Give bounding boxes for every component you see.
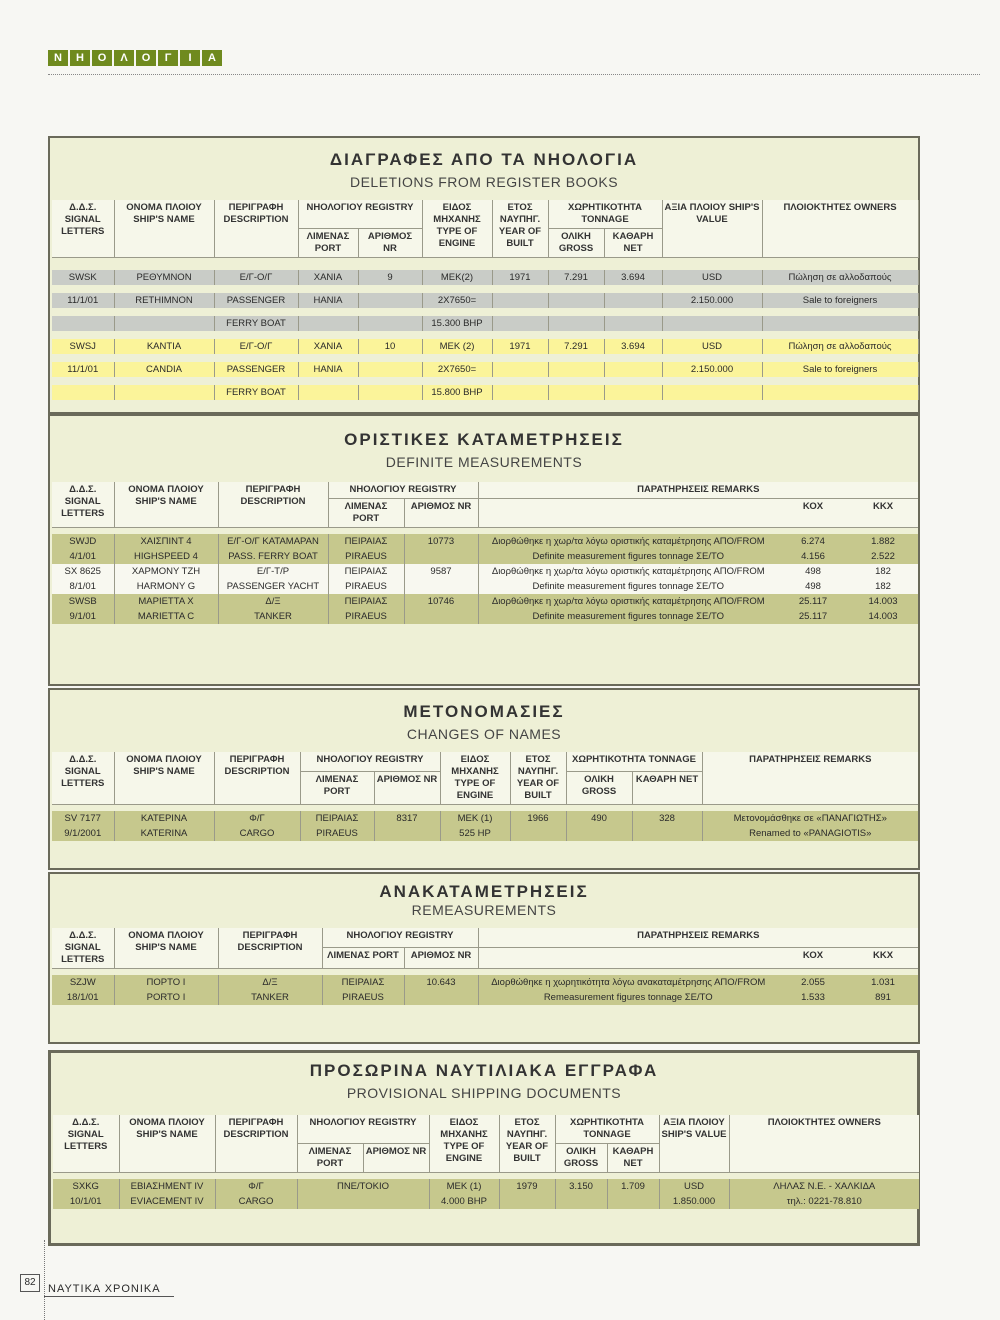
table-row: SWSB ΜΑΡΙΕΤΤΑ Χ Δ/Ξ ΠΕΙΡΑΙΑΣ 10746 Διορθώθηκε η χωρ/τα λόγω οριστικής καταμέτρησης ΑΠΟ/FROM 25.117 14.003 xyxy=(52,594,918,609)
col-kkx: ΚΚΧ xyxy=(848,948,918,969)
col-port: ΛΙΜΕΝΑΣ PORT xyxy=(300,771,374,804)
table-row: 4/1/01 HIGHSPEED 4 PASS. FERRY BOAT PIRAEUS Definite measurement figures tonnage ΣΕ/ΤΟ 4.156 2.522 xyxy=(52,549,918,564)
col-value: ΑΞΙΑ ΠΛΟΙΟΥ SHIP'S VALUE xyxy=(659,1115,729,1173)
col-signal: Δ.Δ.Σ. SIGNAL LETTERS xyxy=(52,482,114,528)
table-row: SX 8625 ΧΑΡΜΟΝΥ ΤΖΗ Ε/Γ-Τ/Ρ ΠΕΙΡΑΙΑΣ 9587 Διορθώθηκε η χωρ/τα λόγω οριστικής καταμέτρησης ΑΠΟ/FROM 498 182 xyxy=(52,564,918,579)
col-name: ΟΝΟΜΑ ΠΛΟΙΟΥ SHIP'S NAME xyxy=(114,200,214,258)
col-signal: Δ.Δ.Σ. SIGNAL LETTERS xyxy=(52,928,114,969)
provisional-title-en: PROVISIONAL SHIPPING DOCUMENTS xyxy=(346,1085,622,1101)
table-row: 9/1/01 MARIETTA C TANKER PIRAEUS Definite measurement figures tonnage ΣΕ/ΤΟ 25.117 14.003 xyxy=(52,609,918,624)
col-remarks: ΠΑΡΑΤΗΡΗΣΕΙΣ REMARKS xyxy=(478,482,918,499)
col-name: ΟΝΟΜΑ ΠΛΟΙΟΥ SHIP'S NAME xyxy=(114,928,218,969)
col-remarks: ΠΑΡΑΤΗΡΗΣΕΙΣ REMARKS xyxy=(478,928,918,948)
table-row: 11/1/01 RETHIMNON PASSENGER HANIA 2X7650= 2.150.000 Sale to foreigners xyxy=(52,293,918,308)
table-row: 8/1/01 HARMONY G PASSENGER YACHT PIRAEUS Definite measurement figures tonnage ΣΕ/ΤΟ 498 182 xyxy=(52,579,918,594)
col-value: ΑΞΙΑ ΠΛΟΙΟΥ SHIP'S VALUE xyxy=(662,200,762,258)
col-registry: ΝΗΟΛΟΓΙΟΥ REGISTRY xyxy=(300,752,440,771)
col-remarks: ΠΑΡΑΤΗΡΗΣΕΙΣ REMARKS xyxy=(702,752,918,805)
col-name: ΟΝΟΜΑ ΠΛΟΙΟΥ SHIP'S NAME xyxy=(114,752,214,805)
col-gross: ΟΛΙΚΗ GROSS xyxy=(566,771,632,804)
col-desc: ΠΕΡΙΓΡΑΦΗ DESCRIPTION xyxy=(214,200,298,258)
col-signal: Δ.Δ.Σ. SIGNAL LETTERS xyxy=(52,752,114,805)
col-port: ΛΙΜΕΝΑΣ PORT xyxy=(297,1144,363,1173)
tag-letter: Ο xyxy=(136,50,156,66)
tag-letter: Γ xyxy=(158,50,178,66)
col-name: ΟΝΟΜΑ ΠΛΟΙΟΥ SHIP'S NAME xyxy=(114,482,218,528)
col-engine: ΕΙΔΟΣ ΜΗΧΑΝΗΣ TYPE OF ENGINE xyxy=(429,1115,499,1173)
col-nr: ΑΡΙΘΜΟΣ NR xyxy=(358,229,422,258)
col-built: ΕΤΟΣ ΝΑΥΠΗΓ. YEAR OF BUILT xyxy=(499,1115,555,1173)
table-row: FERRY BOAT 15.800 BHP xyxy=(52,385,918,400)
col-registry: ΝΗΟΛΟΓΙΟΥ REGISTRY xyxy=(297,1115,429,1144)
tag-letter: Ο xyxy=(92,50,112,66)
table-row: 9/1/2001 KATERINA CARGO PIRAEUS 525 HP Renamed to «PANAGIOTIS» xyxy=(52,826,918,841)
names-title-gr: ΜΕΤΟΝΟΜΑΣΙΕΣ xyxy=(403,702,565,721)
names-table xyxy=(52,752,918,841)
col-port: ΛΙΜΕΝΑΣ PORT xyxy=(298,229,358,258)
col-registry: ΝΗΟΛΟΓΙΟΥ REGISTRY xyxy=(322,928,478,948)
tag-letter: Ι xyxy=(180,50,200,66)
col-gross: ΟΛΙΚΗ GROSS xyxy=(548,229,604,258)
tag-letter: Α xyxy=(202,50,222,66)
definite-table xyxy=(52,482,918,624)
col-built: ΕΤΟΣ ΝΑΥΠΗΓ. YEAR OF BUILT xyxy=(510,752,566,805)
provisional-title-gr: ΠΡΟΣΩΡΙΝΑ ΝΑΥΤΙΛΙΑΚΑ ΕΓΓΡΑΦΑ xyxy=(309,1061,659,1080)
col-signal: Δ.Δ.Σ. SIGNAL LETTERS xyxy=(52,200,114,258)
col-kkx: ΚΚΧ xyxy=(848,499,918,528)
section-tag xyxy=(48,50,222,66)
header-divider xyxy=(48,74,980,75)
col-nr: ΑΡΙΘΜΟΣ NR xyxy=(363,1144,429,1173)
col-port: ΛΙΜΕΝΑΣ PORT xyxy=(322,948,404,969)
table-row: FERRY BOAT 15.300 BHP xyxy=(52,316,918,331)
col-tonnage: ΧΩΡΗΤΙΚΟΤΗΤΑ TONNAGE xyxy=(566,752,702,771)
remeasure-table xyxy=(52,928,918,1005)
names-title-en: CHANGES OF NAMES xyxy=(406,726,562,742)
table-row: 18/1/01 PORTO I TANKER PIRAEUS Remeasurement figures tonnage ΣΕ/ΤΟ 1.533 891 xyxy=(52,990,918,1005)
page-number: 82 xyxy=(20,1274,40,1292)
remeasure-title-gr: ΑΝΑΚΑΤΑΜΕΤΡΗΣΕΙΣ xyxy=(379,882,589,901)
col-gross: ΟΛΙΚΗ GROSS xyxy=(555,1144,607,1173)
col-owners: ΠΛΟΙΟΚΤΗΤΕΣ OWNERS xyxy=(729,1115,919,1173)
provisional-panel xyxy=(48,1050,920,1246)
table-row: 11/1/01 CANDIA PASSENGER HANIA 2X7650= 2.150.000 Sale to foreigners xyxy=(52,362,918,377)
deletions-table xyxy=(52,200,919,400)
remeasure-title-en: REMEASUREMENTS xyxy=(411,902,557,918)
col-net: ΚΑΘΑΡΗ NET xyxy=(607,1144,659,1173)
tag-letter: Λ xyxy=(114,50,134,66)
table-row: SV 7177 ΚΑΤΕΡΙΝΑ Φ/Γ ΠΕΙΡΑΙΑΣ 8317 ΜΕΚ (1) 1966 490 328 Μετονομάσθηκε σε «ΠΑΝΑΓΙΩΤΗΣ» xyxy=(52,811,918,826)
deletions-title-gr: ΔΙΑΓΡΑΦΕΣ ΑΠΟ ΤΑ ΝΗΟΛΟΓΙΑ xyxy=(329,150,639,169)
footer-dotted-rule xyxy=(44,1240,45,1320)
col-nr: ΑΡΙΘΜΟΣ NR xyxy=(404,948,478,969)
col-kox: ΚΟΧ xyxy=(778,499,848,528)
table-row: 10/1/01 EVIACEMENT IV CARGO 4.000 BHP 1.850.000 τηλ.: 0221-78.810 xyxy=(53,1194,919,1209)
col-nr: ΑΡΙΘΜΟΣ NR xyxy=(404,499,478,528)
col-name: ΟΝΟΜΑ ΠΛΟΙΟΥ SHIP'S NAME xyxy=(119,1115,215,1173)
col-registry: ΝΗΟΛΟΓΙΟΥ REGISTRY xyxy=(328,482,478,499)
col-signal: Δ.Δ.Σ. SIGNAL LETTERS xyxy=(53,1115,119,1173)
col-kox: ΚΟΧ xyxy=(778,948,848,969)
magazine-name: ΝΑΥΤΙΚΑ ΧΡΟΝΙΚΑ xyxy=(48,1283,161,1295)
table-row: SZJW ΠΟΡΤΟ Ι Δ/Ξ ΠΕΙΡΑΙΑΣ 10.643 Διορθώθηκε η χωρητικότητα λόγω ανακαταμέτρησης ΑΠΟ/FROM 2.055 1.031 xyxy=(52,975,918,990)
col-net: ΚΑΘΑΡΗ NET xyxy=(632,771,702,804)
table-row: SXKG ΕΒΙΑΣΗΜΕΝΤ IV Φ/Γ ΠΝΕ/ΤΟΚΙΟ ΜΕΚ (1) 1979 3.150 1.709 USD ΛΗΛΑΣ Ν.Ε. - ΧΑΛΚΙΔΑ xyxy=(53,1179,919,1194)
table-row: SWSJ ΚΑΝΤΙΑ Ε/Γ-Ο/Γ ΧΑΝΙΑ 10 ΜΕΚ (2) 1971 7.291 3.694 USD Πώληση σε αλλοδαπούς xyxy=(52,339,918,354)
col-tonnage: ΧΩΡΗΤΙΚΟΤΗΤΑ TONNAGE xyxy=(555,1115,659,1144)
col-engine: ΕΙΔΟΣ ΜΗΧΑΝΗΣ TYPE OF ENGINE xyxy=(422,200,492,258)
deletions-header-row xyxy=(52,200,918,229)
definite-panel xyxy=(48,414,920,686)
col-desc: ΠΕΡΙΓΡΑΦΗ DESCRIPTION xyxy=(218,482,328,528)
footer-divider xyxy=(44,1296,174,1297)
table-row: SWSK ΡΕΘΥΜΝΟΝ Ε/Γ-Ο/Γ ΧΑΝΙΑ 9 ΜΕΚ(2) 1971 7.291 3.694 USD Πώληση σε αλλοδαπούς xyxy=(52,270,918,285)
col-desc: ΠΕΡΙΓΡΑΦΗ DESCRIPTION xyxy=(218,928,322,969)
names-panel xyxy=(48,688,920,870)
col-port: ΛΙΜΕΝΑΣ PORT xyxy=(328,499,404,528)
table-row: SWJD ΧΑΙΣΠΙΝΤ 4 Ε/Γ-Ο/Γ ΚΑΤΑΜΑΡΑΝ ΠΕΙΡΑΙΑΣ 10773 Διορθώθηκε η χωρ/τα λόγω οριστικής καταμέτρησης ΑΠΟ/FROM 6.274 1.882 xyxy=(52,534,918,549)
deletions-panel xyxy=(48,136,920,414)
col-built: ΕΤΟΣ ΝΑΥΠΗΓ. YEAR OF BUILT xyxy=(492,200,548,258)
col-nr: ΑΡΙΘΜΟΣ NR xyxy=(374,771,440,804)
remeasure-panel xyxy=(48,872,920,1044)
definite-title-gr: ΟΡΙΣΤΙΚΕΣ ΚΑΤΑΜΕΤΡΗΣΕΙΣ xyxy=(344,430,624,449)
definite-title-en: DEFINITE MEASUREMENTS xyxy=(385,454,583,470)
provisional-table xyxy=(53,1115,919,1209)
col-owners: ΠΛΟΙΟΚΤΗΤΕΣ OWNERS xyxy=(762,200,918,258)
col-registry: ΝΗΟΛΟΓΙΟΥ REGISTRY xyxy=(298,200,422,229)
tag-letter: Ν xyxy=(48,50,68,66)
col-desc: ΠΕΡΙΓΡΑΦΗ DESCRIPTION xyxy=(214,752,300,805)
col-desc: ΠΕΡΙΓΡΑΦΗ DESCRIPTION xyxy=(215,1115,297,1173)
col-tonnage: ΧΩΡΗΤΙΚΟΤΗΤΑ TONNAGE xyxy=(548,200,662,229)
col-engine: ΕΙΔΟΣ ΜΗΧΑΝΗΣ TYPE OF ENGINE xyxy=(440,752,510,805)
col-net: ΚΑΘΑΡΗ NET xyxy=(604,229,662,258)
deletions-title-en: DELETIONS FROM REGISTER BOOKS xyxy=(349,174,619,190)
tag-letter: Η xyxy=(70,50,90,66)
